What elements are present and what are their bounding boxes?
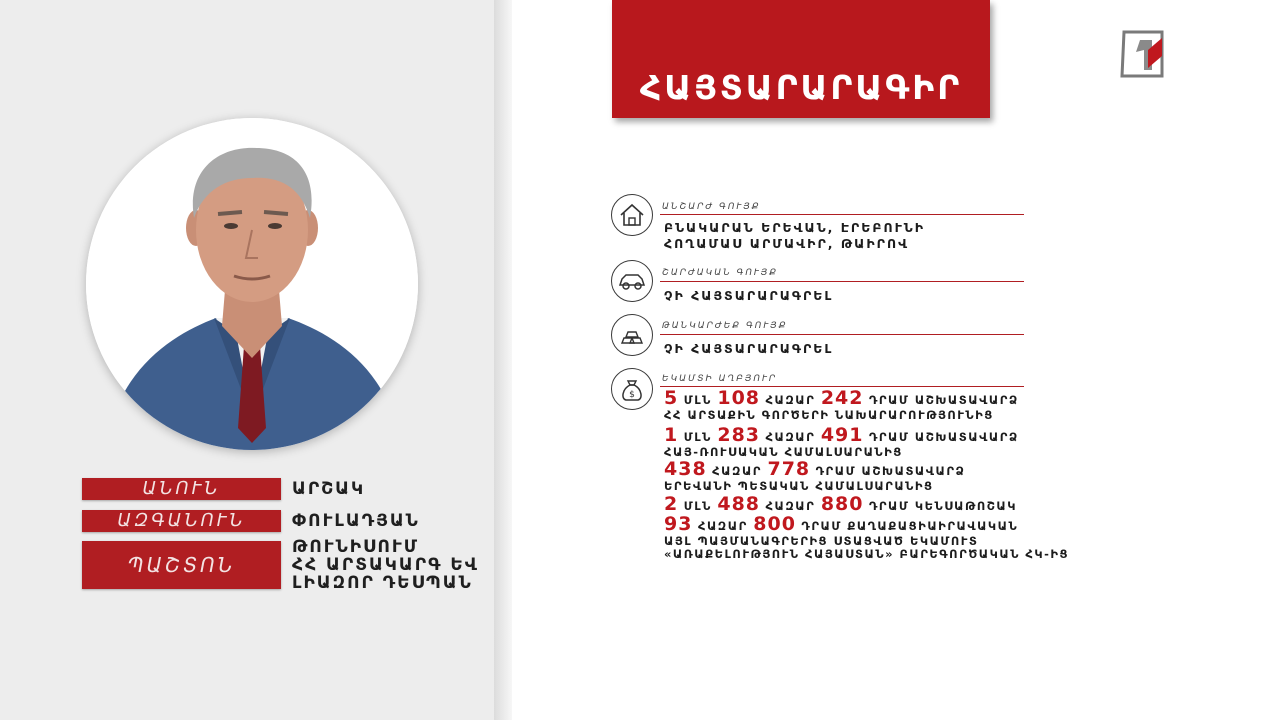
section-divider [660, 214, 1024, 215]
income-text: ԴՐԱՄ ԱՇԽԱՏԱՎԱՐՁ [863, 393, 1019, 407]
income-item [664, 458, 966, 493]
first-name-label: ԱՆՈՒՆ [82, 478, 281, 500]
income-text: ՀԱԶԱՐ [692, 519, 754, 533]
income-amount-line [664, 387, 1019, 409]
section-divider [660, 334, 1024, 335]
income-item [664, 513, 1070, 561]
real-estate-title: ԱՆՇԱՐԺ ԳՈՒՅՔ [662, 202, 761, 212]
income-source-line: ՀԱՅ-ՌՈՒՍԱԿԱՆ ՀԱՄԱԼՍԱՐԱՆԻՑ [664, 445, 903, 459]
income-amount-line [664, 493, 1017, 515]
income-number: 283 [717, 424, 761, 446]
income-text: ԴՐԱՄ ԱՇԽԱՏԱՎԱՐՁ [863, 430, 1019, 444]
movable-title: ՇԱՐԺԱԿԱՆ ԳՈՒՅՔ [662, 268, 779, 278]
valuables-line: ՉԻ ՀԱՅՏԱՐԱՐԱԳՐԵԼ [664, 341, 834, 356]
income-number: 800 [753, 513, 796, 535]
page-spine [494, 0, 512, 720]
income-number: 1 [664, 424, 679, 446]
income-text: ԴՐԱՄ ԿԵՆՍԱԹՈՇԱԿ [863, 499, 1017, 513]
position-line: ՀՀ ԱՐՏԱԿԱՐԳ ԵՎ [292, 555, 479, 575]
last-name-label: ԱԶԳԱՆՈՒՆ [82, 510, 281, 532]
income-text: ԴՐԱՄ ԱՇԽԱՏԱՎԱՐՁ [810, 464, 966, 478]
svg-text:$: $ [629, 390, 635, 400]
income-title: ԵԿԱՄՏԻ ԱՂԲՅՈՒՐ [662, 374, 778, 384]
income-text: ՀԱԶԱՐ [760, 499, 821, 513]
income-number: 2 [664, 493, 679, 515]
banner-title: ՀԱՅՏԱՐԱՐԱԳԻՐ [639, 68, 963, 107]
income-number: 5 [664, 387, 679, 409]
income-text: ՀԱԶԱՐ [760, 393, 821, 407]
position-label: ՊԱՇՏՈՆ [82, 541, 281, 589]
first-name-value: ԱՐՇԱԿ [292, 479, 366, 499]
income-item [664, 493, 1017, 515]
income-number: 880 [820, 493, 864, 515]
income-item [664, 424, 1019, 459]
real-estate-line: ԲՆԱԿԱՐԱՆ ԵՐԵՎԱՆ, ԷՐԵԲՈՒՆԻ [664, 220, 926, 235]
income-item [664, 387, 1019, 422]
income-text: ՄԼՆ [678, 430, 718, 444]
last-name-value: ՓՈՒԼԱԴՅԱՆ [292, 511, 420, 531]
section-divider [660, 281, 1024, 282]
car-icon [611, 260, 653, 302]
movable-line: ՉԻ ՀԱՅՏԱՐԱՐԱԳՐԵԼ [664, 288, 834, 303]
income-source-line: ԵՐԵՎԱՆԻ ՊԵՏԱԿԱՆ ՀԱՄԱԼՍԱՐԱՆԻՑ [664, 479, 934, 493]
income-number: 491 [820, 424, 864, 446]
income-text: ՀԱԶԱՐ [706, 464, 768, 478]
income-amount-line [664, 458, 966, 480]
income-amount-line [664, 424, 1019, 446]
income-number: 438 [664, 458, 707, 480]
income-text: ՄԼՆ [678, 393, 718, 407]
gold-bars-icon [611, 314, 653, 356]
portrait-photo [86, 118, 418, 450]
income-amount-line [664, 513, 1069, 535]
income-text: ՀԱԶԱՐ [760, 430, 821, 444]
income-number: 778 [767, 458, 811, 480]
real-estate-line: ՀՈՂԱՄԱՍ ԱՐՄԱՎԻՐ, ԹԱԻՐՈՎ [664, 236, 910, 251]
position-value [292, 538, 479, 592]
position-line: ԹՈՒՆԻՍՈՒՄ [292, 537, 419, 557]
house-icon [611, 194, 653, 236]
income-number: 488 [717, 493, 761, 515]
money-bag-icon [611, 368, 653, 410]
income-source-line: ՀՀ ԱՐՏԱՔԻՆ ԳՈՐԾԵՐԻ ՆԱԽԱՐԱՐՈՒԹՅՈՒՆԻՑ [664, 408, 994, 422]
income-number: 108 [717, 387, 761, 409]
valuables-title: ԹԱՆԿԱՐԺԵՔ ԳՈՒՅՔ [662, 321, 788, 331]
channel-logo [1118, 30, 1166, 80]
income-text: ՄԼՆ [678, 499, 718, 513]
title-banner [612, 0, 990, 118]
income-number: 93 [664, 513, 693, 535]
income-number: 242 [820, 387, 864, 409]
position-line: ԼԻԱԶՈՐ ԴԵՍՊԱՆ [292, 573, 473, 593]
income-text: ԴՐԱՄ ՔԱՂԱՔԱՑԻԱԻՐԱՎԱԿԱՆ [795, 519, 1019, 533]
income-source-line: ԱՅԼ ՊԱՅՄԱՆԱԳՐԵՐԻՑ ՍՏԱՑՎԱԾ ԵԿԱՄՈՒՏ [664, 534, 979, 548]
income-source-line: «ԱՌԱՔԵԼՈՒԹՅՈՒՆ ՀԱՅԱՍՏԱՆ» ԲԱՐԵԳՈՐԾԱԿԱՆ ՀԿ-ԻՑ [664, 547, 1070, 561]
